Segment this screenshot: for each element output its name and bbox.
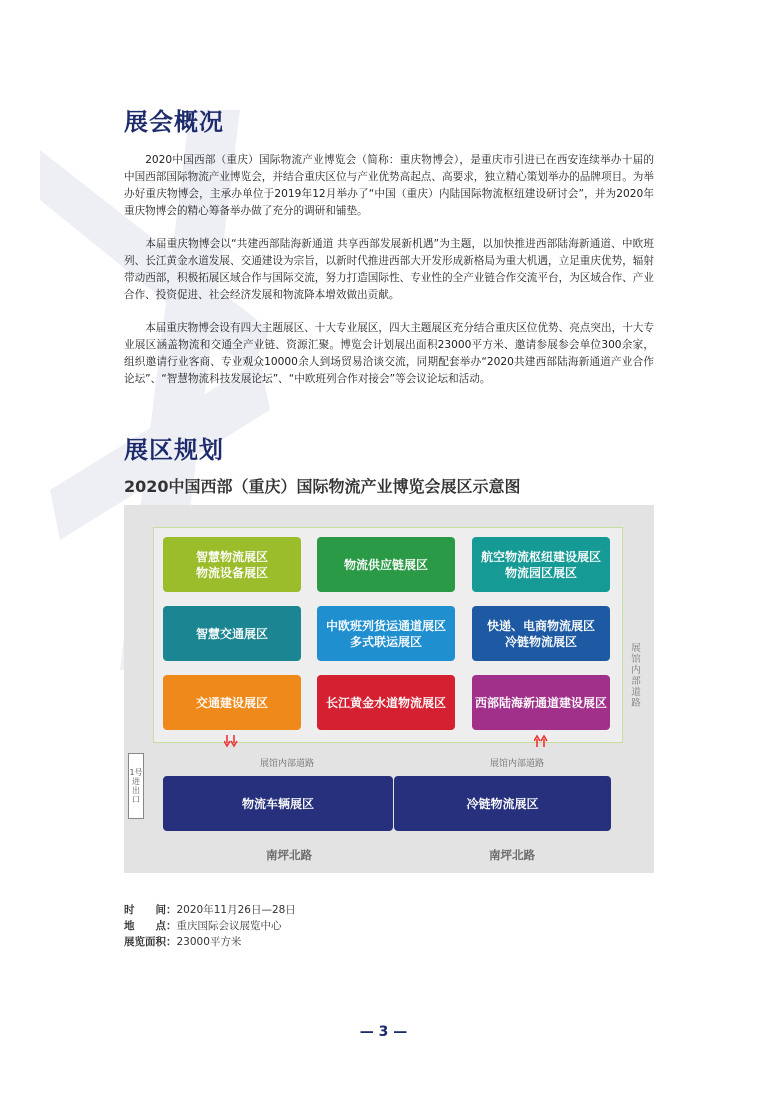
zone-label: 物流车辆展区 <box>241 796 314 811</box>
map-title: 2020中国西部（重庆）国际物流产业博览会展区示意图 <box>124 477 521 496</box>
time-key: 时 间： <box>124 904 177 916</box>
zone-cold-chain <box>394 776 611 831</box>
zone-label-line: 物流供应链展区 <box>343 557 428 572</box>
page-number: — 3 — <box>359 1024 408 1040</box>
inner-road-label-right: 展馆内部道路 <box>490 759 545 769</box>
zone-land-sea-corridor <box>472 675 610 730</box>
time-value: 2020年11月26日—28日 <box>176 904 296 916</box>
zone-label-line: 智慧物流展区 <box>195 549 268 564</box>
entrance-arrows-icon <box>224 734 238 748</box>
zone-smart-logistics <box>163 537 301 592</box>
exit-arrows-icon <box>534 734 548 748</box>
zone-transport-construction <box>163 675 301 730</box>
street-label-right: 南坪北路 <box>489 848 535 862</box>
place-key: 地 点： <box>124 920 177 932</box>
zone-logistics-vehicles <box>163 776 393 831</box>
zone-aviation-hub <box>472 537 610 592</box>
overview-paragraph-2: 本届重庆物博会以“共建西部陆海新通道 共享西部发展新机遇”为主题，以加快推进西部陆海新通道、中欧班列、长江黄金水道发展、交通建设为宗旨，以新时代推进西部大开发形成新格局为重大机遇，立足重庆优势，辐射带动西部，积极拓展区域合作与国际交流，努力打造国际性、专业性的全产业链合作交流平台，为区域合作、产业合作、投资促进、社会经济发展和物流降本增效做出贡献。 <box>124 238 654 301</box>
overview-paragraph-1: 2020中国西部（重庆）国际物流产业博览会（简称：重庆物博会），是重庆市引进已在西安连续举办十届的中国西部国际物流产业博览会，并结合重庆区位与产业优势高起点、高要求，独立精心策划举办的品牌项目。为举办好重庆物博会，主承办单位于2019年12月举办了“中国（重庆）内陆国际物流枢纽建设研讨会”，并为2020年重庆物博会的精心筹备举办做了充分的调研和铺垫。 <box>124 154 654 217</box>
zone-label-line: 航空物流枢纽建设展区 <box>480 549 601 564</box>
zone-label-line: 物流设备展区 <box>195 565 268 580</box>
zone-china-europe-rail <box>317 606 455 661</box>
section-heading-layout: 展区规划 <box>124 436 224 464</box>
area-value: 23000平方米 <box>176 936 242 948</box>
section-heading-overview: 展会概况 <box>124 108 224 136</box>
zone-label-line: 多式联运展区 <box>349 634 422 649</box>
zone-express-ecommerce <box>472 606 610 661</box>
zone-label-line: 智慧交通展区 <box>195 626 268 641</box>
zone-smart-transport <box>163 606 301 661</box>
entrance-exit-1: 1号进出口 <box>128 753 144 819</box>
event-info <box>124 902 296 950</box>
inner-road-label-left: 展馆内部道路 <box>260 759 315 769</box>
floor-plan-map <box>124 505 654 873</box>
overview-paragraph-3: 本届重庆物博会设有四大主题展区、十大专业展区，四大主题展区充分结合重庆区位优势、亮点突出，十大专业展区涵盖物流和交通全产业链、资源汇聚。博览会计划展出面积23000平方米、邀请参展参会单位300余家，组织邀请行业客商、专业观众10000余人到场贸易洽谈交流，同期配套举办“2020共建西部陆海新通道产业合作论坛”、“智慧物流科技发展论坛”、“中欧班列合作对接会”等会议论坛和活动。 <box>124 322 654 385</box>
area-key: 展览面积： <box>124 936 177 948</box>
zone-label-line: 长江黄金水道物流展区 <box>325 695 446 710</box>
zone-label: 冷链物流展区 <box>466 796 539 811</box>
zone-label-line: 中欧班列货运通道展区 <box>325 618 446 633</box>
inner-road-label-vertical: 展馆内部道路 <box>631 643 641 709</box>
place-value: 重庆国际会议展览中心 <box>176 920 282 932</box>
street-label-left: 南坪北路 <box>266 848 312 862</box>
zone-yangtze-waterway <box>317 675 455 730</box>
zone-label-line: 西部陆海新通道建设展区 <box>474 695 607 710</box>
zone-label-line: 快递、电商物流展区 <box>486 618 595 633</box>
zone-label-line: 物流园区展区 <box>504 565 577 580</box>
zone-label-line: 冷链物流展区 <box>504 634 577 649</box>
zone-label-line: 交通建设展区 <box>195 695 268 710</box>
zone-supply-chain <box>317 537 455 592</box>
